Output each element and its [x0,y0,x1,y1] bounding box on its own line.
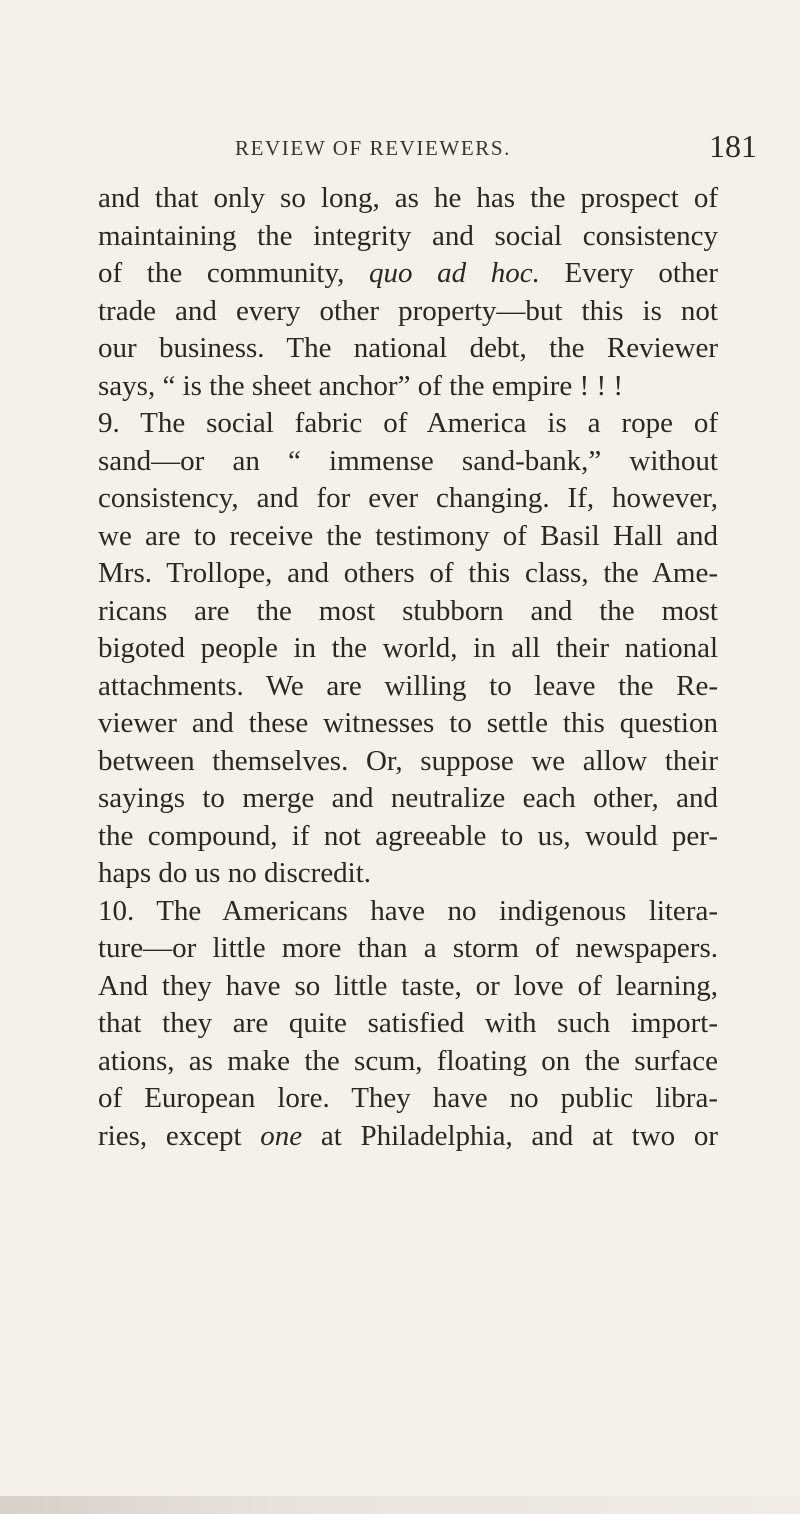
text-run: our business. The national debt, the Reviewer [98,332,718,364]
text-run: bigoted people in the world, in all their national [98,632,718,664]
page-number: 181 [709,128,757,164]
text-line [98,255,718,293]
text-run: viewer and these witnesses to settle this question [98,707,718,739]
text-line [98,555,718,593]
text-line [98,330,718,368]
text-run: haps do us no discredit. [98,857,372,889]
text-run: the compound, if not agreeable to us, would per- [98,819,718,852]
text-line [98,818,718,856]
text-line [98,218,718,256]
italic-phrase: one [260,1119,303,1152]
page-edge-shadow [0,1496,800,1514]
text-run: sayings to merge and neutralize each other, and [98,782,718,814]
body-text [98,180,718,1155]
text-line [98,1118,718,1156]
text-run: ries, except [98,1119,261,1152]
text-run: ture—or little more than a storm of newspapers. [98,932,718,964]
text-run: 9. The social fabric of America is a rope of [98,407,718,439]
text-run: of the community, [98,257,369,289]
text-line [98,593,718,631]
text-run: Every other [539,257,718,289]
text-run: ations, as make the scum, floating on the surface [98,1044,718,1077]
text-run: of European lore. They have no public libra- [98,1082,718,1114]
italic-phrase: quo ad hoc. [368,257,540,289]
text-line [98,968,718,1006]
text-run: attachments. We are willing to leave the Re- [98,669,718,702]
text-run: that they are quite satisfied with such import- [98,1007,718,1039]
text-run: we are to receive the testimony of Basil Hall and [98,519,718,552]
text-line [98,368,718,406]
text-line [98,180,718,218]
text-line [98,293,718,331]
text-run: ricans are the most stubborn and the most [98,594,718,627]
text-run: says, “ is the sheet anchor” of the empire ! ! ! [98,369,624,402]
text-line [98,780,718,818]
text-line [98,1080,718,1118]
text-line [98,405,718,443]
text-line [98,855,718,893]
text-line [98,443,718,481]
text-run: maintaining the integrity and social consistency [98,219,718,252]
text-line [98,518,718,556]
text-line [98,743,718,781]
text-run: sand—or an “ immense sand-bank,” without [98,444,718,477]
text-line [98,630,718,668]
text-run: consistency, and for ever changing. If, however, [98,482,718,514]
text-line [98,1005,718,1043]
text-run: between themselves. Or, suppose we allow their [98,744,718,777]
text-line [98,668,718,706]
text-line [98,705,718,743]
text-run: 10. The Americans have no indigenous litera- [98,894,718,927]
text-line [98,893,718,931]
running-title: REVIEW OF REVIEWERS. [235,136,512,160]
text-run: Mrs. Trollope, and others of this class, the Ame- [98,557,718,589]
text-line [98,480,718,518]
text-line [98,1043,718,1081]
text-run: And they have so little taste, or love of learning, [98,969,718,1002]
text-run: and that only so long, as he has the prospect of [98,182,718,214]
text-run: at Philadelphia, and at two or [302,1119,719,1152]
text-line [98,930,718,968]
text-run: trade and every other property—but this is not [98,294,718,327]
